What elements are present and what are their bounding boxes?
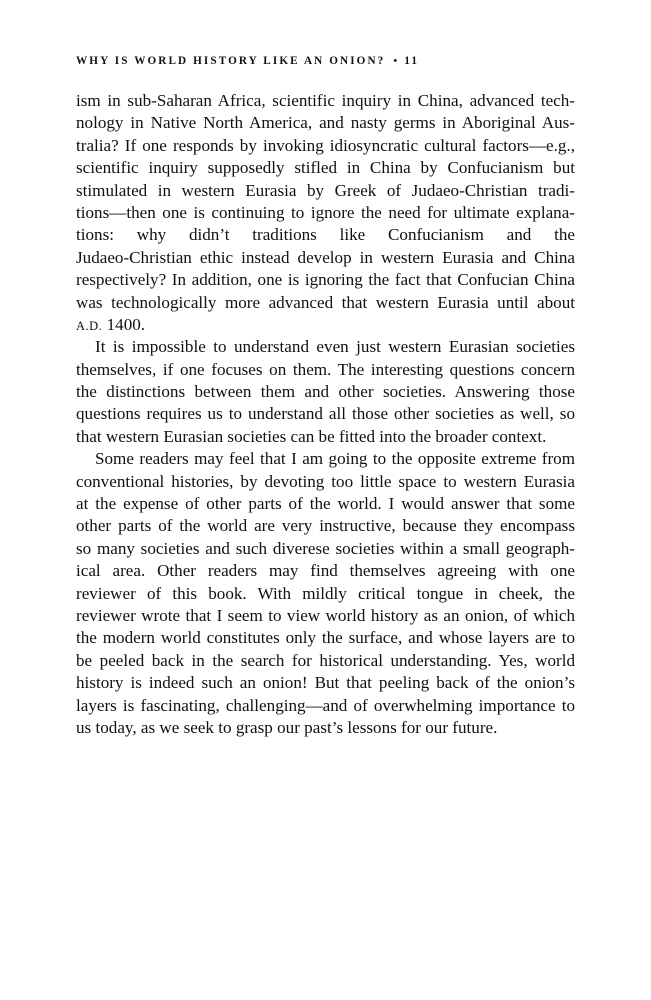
text-line: other parts of the world are very instructive, because they encompass: [76, 516, 575, 536]
text-line: Judaeo-Christian ethic instead develop in western Eurasia and China: [76, 247, 575, 267]
text-line: tralia? If one responds by invoking idiosyncratic cultural factors—e.g.,: [76, 135, 575, 155]
text-line: nology in Native North America, and nasty germs in Aboriginal Aus-: [76, 113, 575, 133]
body-text: [76, 90, 575, 739]
text-line: tions: why didn’t traditions like Confucianism and the: [76, 225, 575, 245]
text-line: stimulated in western Eurasia by Greek of Judaeo-Christian tradi-: [76, 180, 575, 200]
text-line: at the expense of other parts of the world. I would answer that some: [76, 494, 575, 514]
text-line: so many societies and such diverese societies within a small geograph-: [76, 538, 575, 558]
text-line: the modern world constitutes only the surface, and whose layers are to: [76, 628, 575, 648]
paragraph-start-line: It is impossible to understand even just western Eurasian societies: [95, 337, 575, 357]
text-line: be peeled back in the search for historical understanding. Yes, world: [76, 650, 575, 670]
text-line: scientific inquiry supposedly stifled in China by Confucianism but: [76, 158, 575, 178]
text-line: the distinctions between them and other societies. Answering those: [76, 382, 575, 402]
text-line: reviewer of this book. With mildly critical tongue in cheek, the: [76, 583, 575, 603]
text-line: respectively? In addition, one is ignoring the fact that Confucian China: [76, 270, 575, 290]
text-line: layers is fascinating, challenging—and of overwhelming importance to: [76, 695, 575, 715]
text-line: that western Eurasian societies can be fitted into the broader context.: [76, 426, 547, 446]
paragraph-start-line: Some readers may feel that I am going to the opposite extreme from: [95, 449, 575, 469]
text-line: history is indeed such an onion! But that peeling back of the onion’s: [76, 673, 575, 693]
text-line: conventional histories, by devoting too little space to western Eurasia: [76, 471, 575, 491]
text-line: us today, as we seek to grasp our past’s lessons for our future.: [76, 717, 498, 737]
page-number: 11: [404, 55, 420, 67]
text-line: questions requires us to understand all those other societies as well, so: [76, 404, 575, 424]
text-line: themselves, if one focuses on them. The interesting questions concern: [76, 359, 575, 379]
text-line-date: [76, 314, 575, 336]
text-line: ism in sub-Saharan Africa, scientific inquiry in China, advanced tech-: [76, 91, 575, 110]
text-line: reviewer wrote that I seem to view world history as an onion, of which: [76, 605, 575, 625]
era-abbreviation: A.D.: [76, 318, 103, 333]
running-head: [76, 55, 576, 67]
running-head-title: WHY IS WORLD HISTORY LIKE AN ONION?: [76, 55, 386, 67]
text-line: ical area. Other readers may find themselves agreeing with one: [76, 561, 575, 581]
text-line: was technologically more advanced that western Eurasia until about: [76, 292, 575, 312]
running-head-separator: •: [393, 55, 400, 67]
text-line: tions—then one is continuing to ignore the need for ultimate explana-: [76, 202, 575, 222]
date-year: 1400.: [106, 314, 146, 334]
